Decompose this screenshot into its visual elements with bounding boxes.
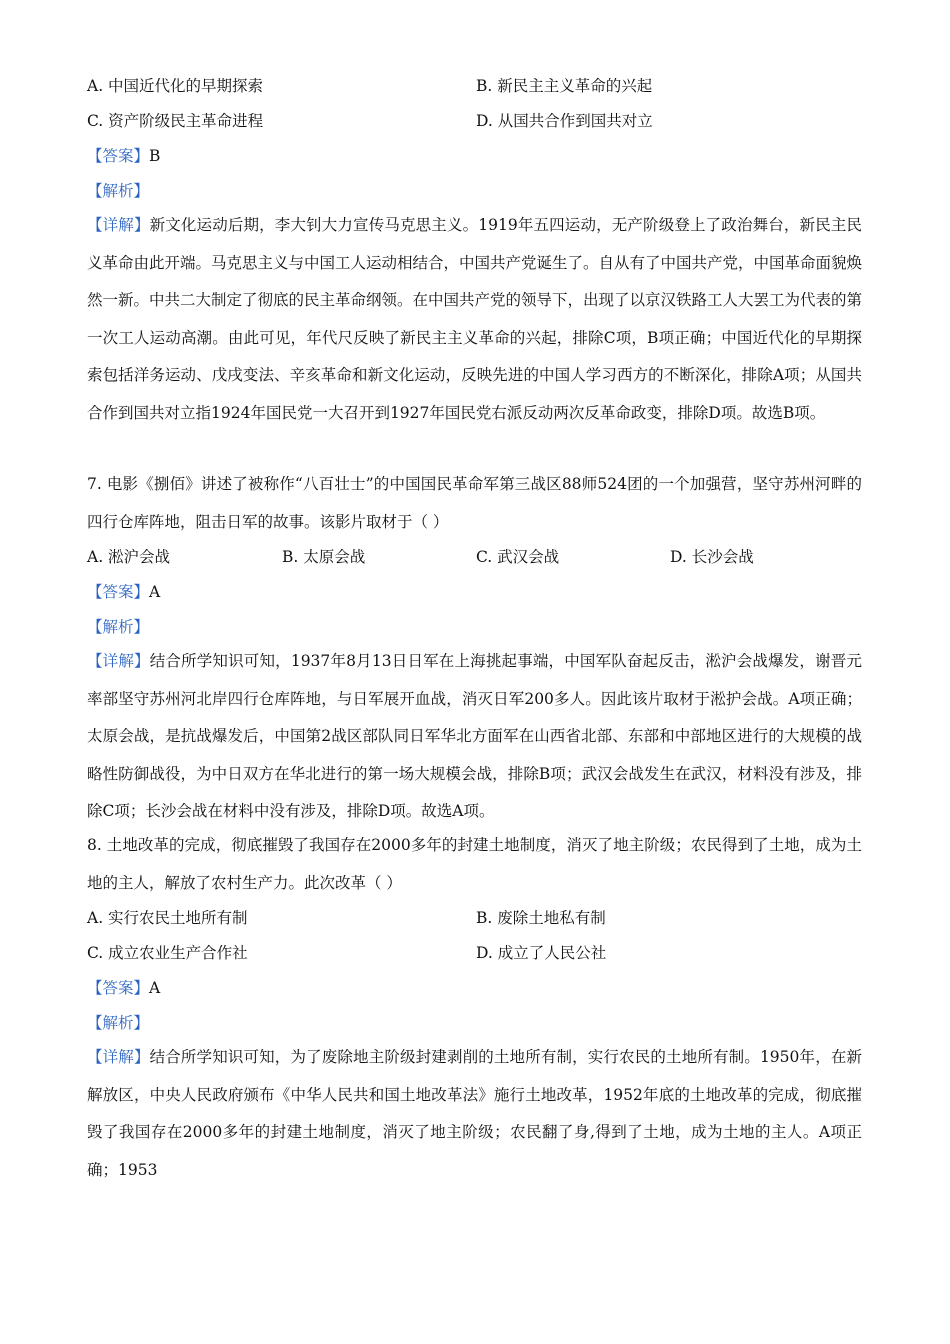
q6-option-a: A. 中国近代化的早期探索 bbox=[87, 77, 264, 95]
q8-answer bbox=[87, 978, 160, 998]
q7-option-d: D. 长沙会战 bbox=[670, 548, 754, 566]
q8-option-a: A. 实行农民土地所有制 bbox=[87, 909, 248, 927]
detail-text: 结合所学知识可知，为了废除地主阶级封建剥削的土地所有制，实行农民的土地所有制。1950年，在新解放区，中央人民政府颁布《中华人民共和国土地改革法》施行土地改革，1952年底的土地改革的完成，彻底摧毁了我国存在2000多年的封建土地制度，消灭了地主阶级；农民翻了身,得到了土地，成为土地的主人。A项正确；1953 bbox=[87, 1048, 862, 1179]
q8-option-b: B. 废除土地私有制 bbox=[476, 909, 606, 927]
q8-analysis-tag bbox=[87, 1013, 149, 1033]
q7-answer bbox=[87, 582, 160, 602]
q7-stem: 7. 电影《捌佰》讲述了被称作“八百壮士”的中国国民革命军第三战区88师524团的一个加强营，坚守苏州河畔的四行仓库阵地，阻击日军的故事。该影片取材于（ ） bbox=[87, 475, 862, 531]
analysis-tag: 【解析】 bbox=[87, 618, 150, 636]
analysis-tag: 【解析】 bbox=[87, 182, 150, 200]
q8-detail bbox=[87, 1039, 862, 1189]
detail-tag: 【详解】 bbox=[87, 216, 150, 234]
answer-tag: 【答案】 bbox=[87, 583, 150, 601]
answer-value: A bbox=[149, 979, 161, 997]
detail-tag: 【详解】 bbox=[87, 1048, 150, 1066]
q6-analysis-tag bbox=[87, 181, 149, 201]
q8-option-c: C. 成立农业生产合作社 bbox=[87, 944, 248, 962]
q6-option-c: C. 资产阶级民主革命进程 bbox=[87, 112, 264, 130]
q7-analysis-tag bbox=[87, 617, 149, 637]
detail-text: 结合所学知识可知，1937年8月13日日军在上海挑起事端，中国军队奋起反击，淞沪会战爆发，谢晋元率部坚守苏州河北岸四行仓库阵地，与日军展开血战，消灭日军200多人。因此该片取材于淞护会战。A项正确；太原会战，是抗战爆发后，中国第2战区部队同日军华北方面军在山西省北部、东部和中部地区进行的大规模的战略性防御战役，为中日双方在华北进行的第一场大规模会战，排除B项；武汉会战发生在武汉，材料没有涉及，排除C项；长沙会战在材料中没有涉及，排除D项。故选A项。 bbox=[87, 652, 862, 821]
answer-tag: 【答案】 bbox=[87, 147, 150, 165]
answer-value: A bbox=[149, 583, 161, 601]
q8-stem: 8. 土地改革的完成，彻底摧毁了我国存在2000多年的封建土地制度，消灭了地主阶级；农民得到了土地，成为土地的主人，解放了农村生产力。此次改革（ ） bbox=[87, 836, 862, 892]
detail-tag: 【详解】 bbox=[87, 652, 150, 670]
q8-option-d: D. 成立了人民公社 bbox=[476, 944, 607, 962]
q6-answer bbox=[87, 146, 160, 166]
detail-text: 新文化运动后期，李大钊大力宣传马克思主义。1919年五四运动，无产阶级登上了政治舞台，新民主民义革命由此开端。马克思主义与中国工人运动相结合，中国共产党诞生了。自从有了中国共产党，中国革命面貌焕然一新。中共二大制定了彻底的民主革命纲领。在中国共产党的领导下，出现了以京汉铁路工人大罢工为代表的第一次工人运动高潮。由此可见，年代尺反映了新民主主义革命的兴起，排除C项，B项正确；中国近代化的早期探索包括洋务运动、戊戌变法、辛亥革命和新文化运动，反映先进的中国人学习西方的不断深化，排除A项；从国共合作到国共对立指1924年国民党一大召开到1927年国民党右派反动两次反革命政变，排除D项。故选B项。 bbox=[87, 216, 863, 422]
answer-value: B bbox=[149, 147, 161, 165]
q6-option-b: B. 新民主主义革命的兴起 bbox=[476, 77, 653, 95]
q7-option-b: B. 太原会战 bbox=[282, 548, 366, 566]
q6-detail bbox=[87, 207, 862, 433]
analysis-tag: 【解析】 bbox=[87, 1014, 150, 1032]
q6-option-d: D. 从国共合作到国共对立 bbox=[476, 112, 653, 130]
q7-option-a: A. 淞沪会战 bbox=[87, 548, 171, 566]
q7-option-c: C. 武汉会战 bbox=[476, 548, 560, 566]
q7-detail bbox=[87, 643, 862, 831]
answer-tag: 【答案】 bbox=[87, 979, 150, 997]
